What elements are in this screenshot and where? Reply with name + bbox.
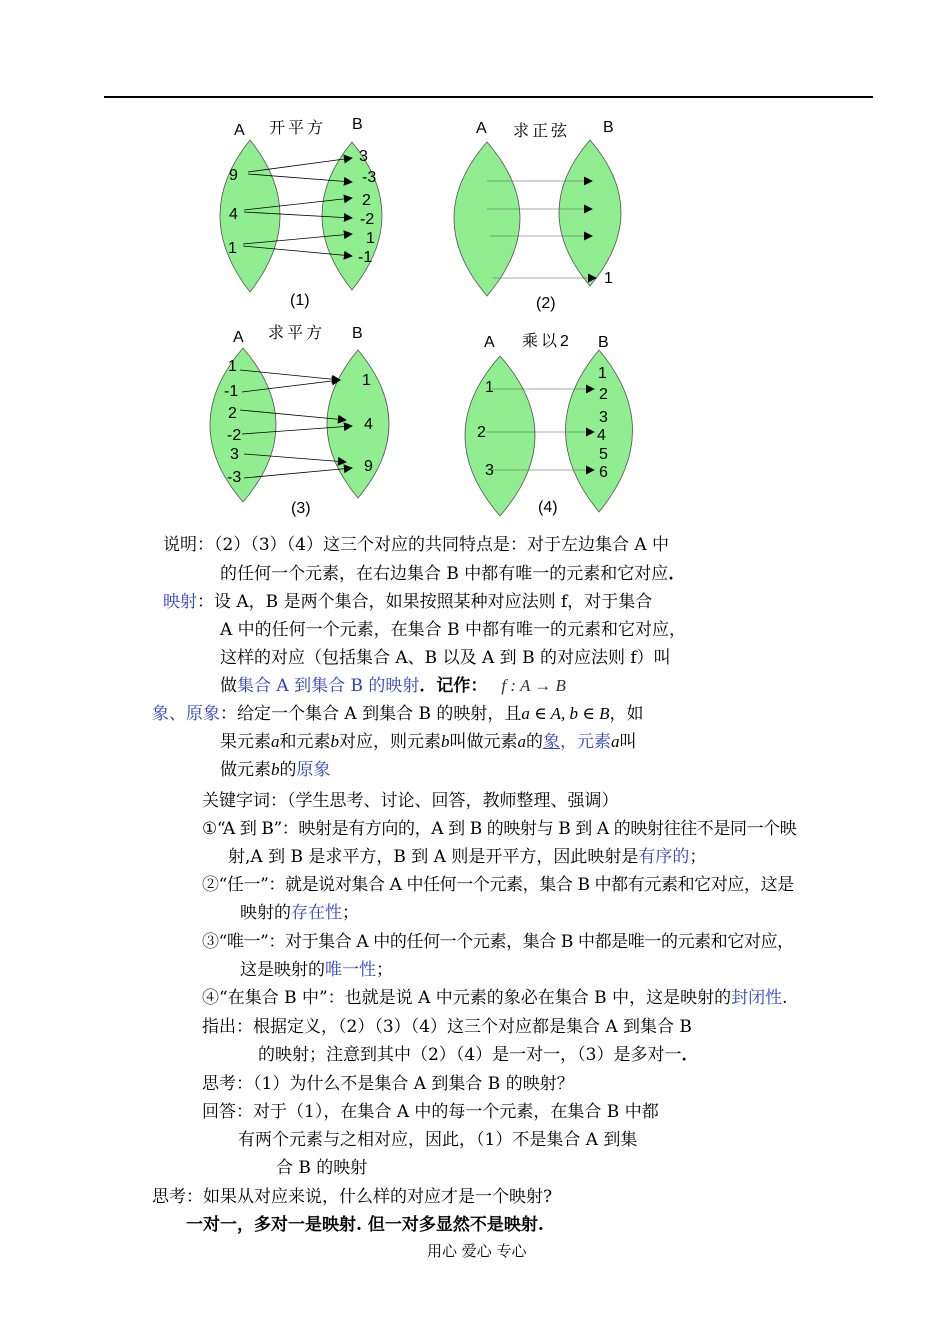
note-end: ． — [668, 564, 686, 584]
keyword-1-text: 射,A 到 B 是求平方，B 到 A 则是开平方，因此映射是 — [228, 847, 639, 867]
note-line-1 — [163, 534, 669, 556]
image-text-3b: 的 — [279, 760, 297, 780]
diagram-2-op: 求正弦 — [513, 123, 571, 140]
diagram-3-op: 求平方 — [268, 325, 326, 342]
diagram-4-b-item: 4 — [597, 427, 606, 444]
diagram-4-b-item: 5 — [599, 446, 608, 463]
diagram-4-op: 乘以2 — [522, 333, 572, 350]
keyword-2-line-1: ②“任一”：就是说对集合 A 中任何一个元素，集合 B 中都有元素和它对应，这是 — [202, 875, 794, 895]
diagram-2-label-a: A — [476, 120, 487, 137]
keyword-3-line-2 — [240, 959, 393, 981]
image-def-line-1 — [152, 703, 644, 725]
diagram-3-b-item: 1 — [362, 372, 371, 389]
keywords-title: 关键字词：（学生思考、讨论、回答，教师整理、强调） — [202, 791, 619, 811]
mapping-formula: f : A → B — [501, 676, 566, 695]
diagram-1-number: (1) — [290, 292, 310, 309]
image-text-2f: ，元素 — [560, 732, 611, 752]
image-text-2g: 叫 — [619, 732, 637, 752]
image-text-2d: 叫做元素 — [449, 732, 518, 752]
diagram-4-b-item: 6 — [599, 464, 608, 481]
mapping-text-4b: ．记作： — [419, 676, 488, 696]
note-line-2 — [220, 563, 685, 585]
think-line-1: 思考：（1）为什么不是集合 A 到集合 B 的映射？ — [202, 1074, 574, 1094]
diagram-1-b-item: 3 — [359, 148, 368, 165]
image-text-2e: 的 — [526, 732, 543, 752]
diagram-1-a-item: 4 — [229, 206, 238, 223]
keyword-2-end: ； — [342, 903, 359, 923]
mapping-definition-term: 集合 A 到集合 B 的映射 — [237, 676, 420, 696]
diagram-2-label-b: B — [603, 119, 614, 136]
keyword-1-end: ； — [689, 847, 707, 867]
mapping-text-4a: 做 — [220, 676, 237, 696]
diagram-3-b-item: 4 — [364, 416, 373, 433]
image-def-line-3 — [220, 759, 331, 781]
mapping-term: 映射 — [163, 592, 197, 612]
var-b: b — [271, 760, 280, 779]
conclusion: 一对一，多对一是映射. 但一对多显然不是映射. — [186, 1215, 544, 1235]
image-text-1b: ，如 — [609, 704, 644, 724]
var-a: a — [611, 732, 620, 751]
keyword-2-text: 映射的 — [240, 903, 291, 923]
var-a: a — [271, 732, 280, 751]
diagram-4-a-item: 2 — [477, 424, 486, 441]
keyword-1-line-1: ①“A 到 B”：映射是有方向的，A 到 B 的映射与 B 到 A 的映射往往不是同一个映 — [202, 819, 797, 839]
diagram-3-number: (3) — [291, 500, 311, 517]
diagram-3-a-item: -3 — [227, 469, 242, 486]
keyword-3-text: 这是映射的 — [240, 960, 325, 980]
keyword-1-line-2 — [228, 846, 706, 868]
diagram-3-a-item: 2 — [228, 405, 237, 422]
var-a: a — [517, 732, 526, 751]
answer-line-3: 合 B 的映射 — [276, 1158, 368, 1178]
preimage-term: 原象 — [296, 760, 331, 780]
diagram-1 — [220, 116, 382, 309]
diagram-3-set-a — [210, 348, 276, 502]
note-label: 说明： — [163, 535, 214, 555]
diagram-3-set-b — [327, 350, 389, 498]
ordered-term: 有序的 — [638, 847, 690, 867]
mapping-def-line-2: A 中的任何一个元素，在集合 B 中都有唯一的元素和它对应， — [220, 620, 686, 640]
diagram-1-label-b: B — [352, 116, 363, 133]
var-b: b — [441, 732, 450, 751]
uniqueness-term: 唯一性 — [325, 960, 376, 980]
keyword-3-line-1: ③“唯一”：对于集合 A 中的任何一个元素，集合 B 中都是唯一的元素和它对应， — [202, 932, 794, 952]
note-text-2: 的任何一个元素，在右边集合 B 中都有唯一的元素和它对应 — [220, 564, 669, 584]
mapping-text-1: ：设 A，B 是两个集合，如果按照某种对应法则 f，对于集合 — [197, 592, 653, 612]
diagram-3-a-item: 3 — [230, 446, 239, 463]
image-term: 象、原象 — [152, 704, 220, 724]
diagram-3-a-item: -2 — [227, 427, 242, 444]
keyword-2-line-2 — [240, 902, 359, 924]
diagram-1-b-item: -2 — [360, 211, 375, 228]
image-text-1a: ：给定一个集合 A 到集合 B 的映射，且 — [220, 704, 522, 724]
diagram-3-b-item: 9 — [364, 458, 373, 475]
diagram-1-b-item: 2 — [362, 192, 371, 209]
diagram-4-label-a: A — [484, 334, 495, 351]
diagram-1-a-item: 1 — [228, 240, 237, 257]
point-line-2 — [258, 1044, 698, 1066]
image-text-2b: 和元素 — [279, 732, 331, 752]
diagram-4-set-a — [465, 356, 535, 516]
diagram-2-set-b — [559, 140, 621, 286]
diagram-3-label-b: B — [352, 325, 363, 342]
diagram-1-label-a: A — [234, 122, 245, 139]
answer-line-2: 有两个元素与之相对应，因此，（1）不是集合 A 到集 — [238, 1130, 638, 1150]
point-end: ． — [681, 1045, 699, 1065]
image-text-2a: 果元素 — [220, 732, 271, 752]
image-formula: a ∈ A, b ∈ B — [521, 704, 610, 723]
diagram-1-b-item: 1 — [366, 230, 375, 247]
image-text-2c: 对应，则元素 — [339, 732, 441, 752]
var-b: b — [330, 732, 339, 751]
diagram-4-b-item: 1 — [598, 365, 607, 382]
diagram-4-a-item: 3 — [485, 462, 494, 479]
diagram-4-a-item: 1 — [485, 379, 494, 396]
keyword-4-line — [202, 987, 787, 1009]
diagram-3 — [210, 324, 389, 517]
keyword-4-end: . — [782, 988, 788, 1008]
diagram-2 — [454, 119, 621, 312]
closure-term: 封闭性 — [731, 988, 783, 1008]
diagram-4-b-item: 3 — [599, 409, 608, 426]
diagram-2-number: (2) — [536, 295, 556, 312]
diagram-3-label-a: A — [233, 329, 244, 346]
mapping-diagrams — [0, 100, 950, 525]
point-line-1: 指出：根据定义，（2）（3）（4）这三个对应都是集合 A 到集合 B — [202, 1017, 692, 1037]
answer-line-1: 回答：对于（1），在集合 A 中的每一个元素，在集合 B 中都 — [202, 1102, 659, 1122]
header-rule — [104, 96, 873, 98]
footer: 用心 爱心 专心 — [427, 1242, 527, 1260]
diagram-1-a-item: 9 — [229, 167, 238, 184]
image-text-3a: 做元素 — [220, 760, 271, 780]
note-text-1: （2）（3）（4）这三个对应的共同特点是：对于左边集合 A 中 — [214, 535, 670, 555]
mapping-def-line-4 — [220, 675, 566, 697]
diagram-1-op: 开平方 — [269, 120, 327, 137]
think-line-2: 思考：如果从对应来说，什么样的对应才是一个映射? — [152, 1187, 553, 1207]
image-link-term[interactable]: 象 — [543, 732, 560, 752]
point-text-2: 的映射；注意到其中（2）（4）是一对一，（3）是多对一 — [258, 1045, 682, 1065]
diagram-1-b-item: -3 — [362, 169, 377, 186]
keyword-4-text: ④“在集合 B 中”：也就是说 A 中元素的象必在集合 B 中，这是映射的 — [202, 988, 732, 1008]
diagram-2-set-a — [454, 142, 520, 296]
diagram-4 — [465, 332, 633, 516]
mapping-def-line-3: 这样的对应（包括集合 A、B 以及 A 到 B 的对应法则 f）叫 — [220, 648, 671, 668]
diagram-2-b-item: 1 — [604, 270, 613, 287]
existence-term: 存在性 — [291, 903, 342, 923]
diagram-4-label-b: B — [598, 334, 609, 351]
diagram-1-b-item: -1 — [358, 249, 373, 266]
diagram-3-a-item: -1 — [224, 383, 239, 400]
diagram-3-a-item: 1 — [228, 358, 237, 375]
mapping-def-line-1 — [163, 591, 652, 613]
image-def-line-2 — [220, 731, 637, 753]
diagram-4-b-item: 2 — [599, 386, 608, 403]
keyword-3-end: ； — [376, 960, 393, 980]
diagram-4-number: (4) — [538, 499, 558, 516]
